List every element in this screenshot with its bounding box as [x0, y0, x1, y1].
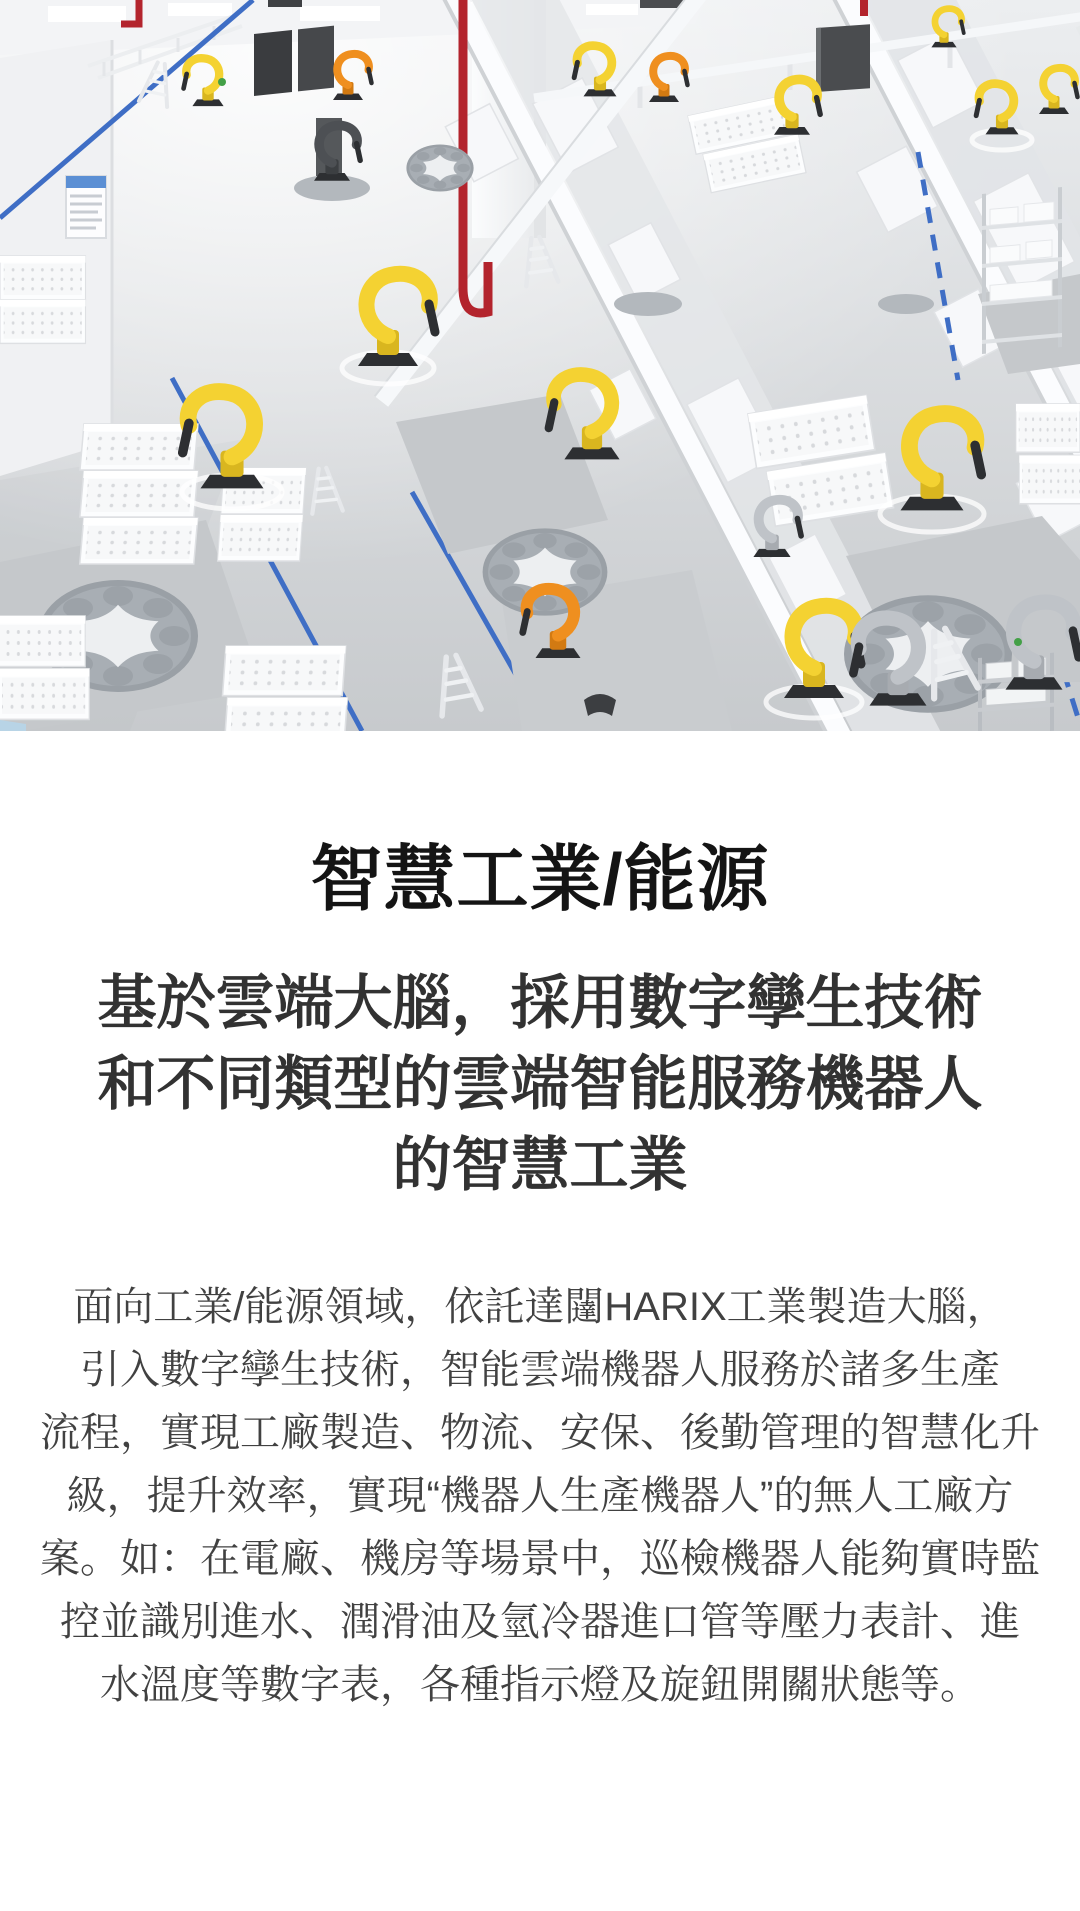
factory-hero-image: [0, 0, 1080, 731]
page-title: 智慧工業/能源: [310, 840, 770, 920]
body-line: 面向工業/能源領域，依託達闥HARIX工業製造大腦，: [73, 1285, 1007, 1330]
subtitle-line: 基於雲端大腦，採用數字孿生技術: [97, 970, 983, 1037]
body-paragraph: [40, 1276, 1040, 1717]
wall-sign: [66, 176, 106, 238]
body-line: 引入數字孿生技術，智能雲端機器人服務於諸多生產: [80, 1348, 1000, 1393]
body-line: 控並識別進水、潤滑油及氫冷器進口管等壓力表計、進: [60, 1600, 1020, 1645]
subtitle-line: 和不同類型的雲端智能服務機器人: [97, 1051, 983, 1118]
body-line: 流程，實現工廠製造、物流、安保、後勤管理的智慧化升: [40, 1411, 1040, 1456]
body-line: 水溫度等數字表，各種指示燈及旋鈕開關狀態等。: [100, 1663, 980, 1708]
factory-scene: [0, 0, 1080, 731]
body-line: 案。如：在電廠、機房等場景中，巡檢機器人能夠實時監: [40, 1537, 1040, 1582]
page-subtitle: [24, 963, 1056, 1206]
subtitle-line: 的智慧工業: [392, 1132, 688, 1199]
body-line: 級，提升效率，實現“機器人生產機器人”的無人工廠方: [66, 1474, 1014, 1519]
